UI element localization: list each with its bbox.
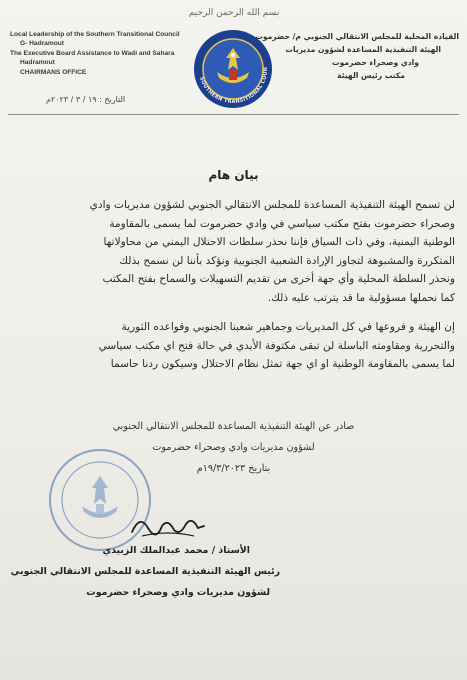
statement-paragraph-2 [12, 318, 455, 374]
paragraph-line: الوطنية اليمنية، وفي ذات السياق فإننا نحذر سلطات الاحتلال اليمني من محاولاتها [103, 236, 455, 248]
letterhead-ar-line: مكتب رئيس الهيئة [337, 71, 405, 80]
paragraph-line: وصحراء حضرموت بفتح مكتب سياسي في وادي حضرموت لما يسمى بالمقاومة [109, 217, 455, 230]
bismillah: بسم الله الرحمن الرحيم [188, 8, 280, 18]
letterhead-ar-line: وادي وصحراء حضرموت [332, 58, 419, 67]
paragraph-line: كما نحملها مسؤولية ما قد يترتب عليه ذلك. [267, 291, 455, 304]
letterhead-en-line: Hadramout [20, 59, 55, 67]
arabic-letterhead [255, 30, 459, 82]
letterhead-ar-line: الهيئة التنفيذية المساعدة لشؤون مديريات [285, 45, 441, 54]
letterhead-en-line: CHAIRMANS OFFICE [20, 68, 87, 76]
paragraph-line: المتكررة والمشبوهة لتجاوز الإرادة الشعبية الجنوبية ونؤكد بأننا لن نسمح بذلك [119, 254, 455, 267]
paragraph-line: لما يسمى بالمقاومة الوطنية او اي جهة تمثل نظام الاحتلال وسيكون ردنا حاسما [110, 358, 455, 370]
letterhead-ar-line: القيادة المحلية للمجلس الانتقالي الجنوبي م/ حضرموت [255, 32, 459, 41]
statement-title: بيان هام [208, 168, 259, 182]
signatory-title: رئيس الهيئة التنفيذية المساعدة للمجلس الانتقالي الجنوبي [10, 566, 280, 577]
emblem-ring-text: SOUTHERN TRANSITIONAL COUN [198, 66, 270, 106]
paragraph-line: لن تسمح الهيئة التنفيذية المساعدة للمجلس الانتقالي الجنوبي لشؤون مديريات وادي [89, 199, 455, 211]
statement-paragraph-1 [12, 196, 455, 307]
letter-date [46, 95, 125, 104]
handwritten-signature-icon [128, 506, 208, 542]
signatory-title: لشؤون مديريات وادي وصحراء حضرموت [86, 587, 270, 598]
issuer-line: صادر عن الهيئة التنفيذية المساعدة للمجلس الانتقالي الجنوبي [112, 421, 355, 432]
letterhead-en-line: Local Leadership of the Southern Transitional Council [10, 31, 180, 38]
date-value: ١٩ / ٣ / ٢٠٢٣م [46, 95, 97, 104]
english-letterhead [10, 30, 180, 77]
letterhead-en-line: The Executive Board Assistance to Wadi and Sahara [10, 49, 175, 57]
signatory-name: الأستاذ / محمد عبدالملك الزبيدي [102, 545, 250, 556]
issuer-date: بتاريخ ١٩/٣/٢٠٢٣م [196, 463, 271, 474]
paragraph-line: والتحررية ومقاومته الباسلة لن تبقى مكتوفة الأيدي في حالة فتح اي مكتب سياسي [98, 339, 455, 352]
date-label: التاريخ : [99, 95, 126, 104]
signatory-block [10, 540, 280, 603]
issuer-line: لشؤون مديريات وادي وصحراء حضرموت [152, 442, 315, 453]
paragraph-line: ونحذر السلطة المحلية وأي جهة أخرى من تقديم التسهيلات والسماح بفتح المكتب [102, 273, 455, 285]
header-divider [8, 114, 459, 115]
paragraph-line: إن الهيئة و فروعها في كل المديريات وجماهير شعبنا الجنوبي وقواعده الثورية [121, 321, 455, 333]
letterhead-en-line: G- Hadramout [20, 40, 64, 48]
